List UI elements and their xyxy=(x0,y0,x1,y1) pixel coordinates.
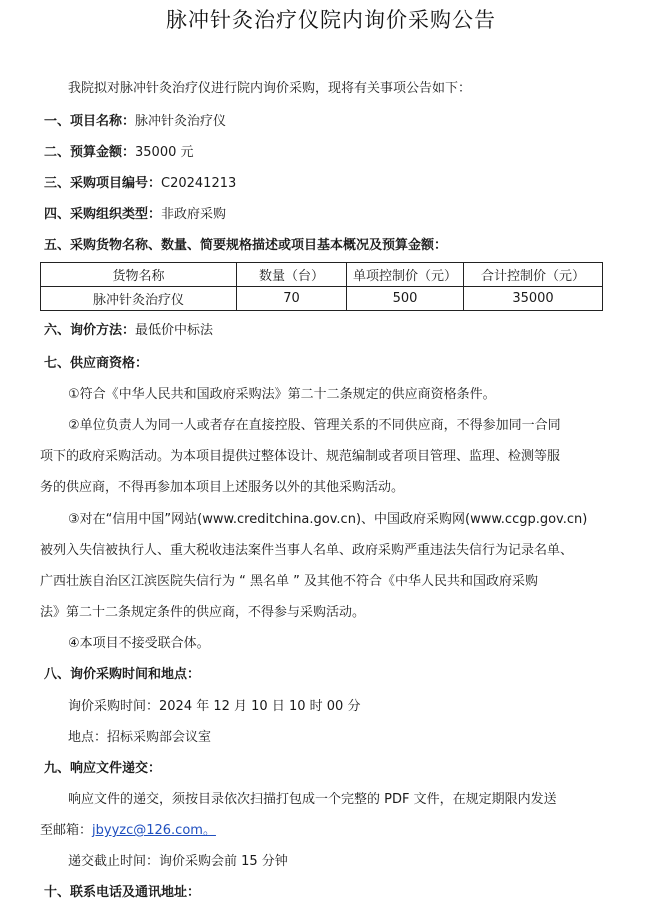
section-goods-heading: 五、采购货物名称、数量、简要规格描述或项目基本概况及预算金额： xyxy=(44,238,448,253)
goods-table xyxy=(40,262,603,311)
qualification-item-3-line-1: ③对在“信用中国”网站(www.creditchina.gov.cn)、中国政府采购网(www.ccgp.gov.cn) xyxy=(68,512,588,527)
qualification-item-3-line-3: 广西壮族自治区江滨医院失信行为 “ 黑名单 ” 及其他不符合《中华人民共和国政府采购 xyxy=(40,574,538,589)
table-header-row xyxy=(41,263,603,287)
section-label: 一、项目名称： xyxy=(44,114,136,129)
table-header-cell: 货物名称 xyxy=(41,263,237,287)
section-time-place: 八、询价采购时间和地点： xyxy=(44,667,201,682)
inquiry-place: 地点：招标采购部会议室 xyxy=(68,730,212,745)
section-supplier-qualification: 七、供应商资格： xyxy=(44,356,149,371)
section-budget xyxy=(44,143,194,163)
section-project-number xyxy=(44,174,236,194)
section-label: 四、采购组织类型： xyxy=(44,207,162,222)
budget-value: 35000 元 xyxy=(135,145,194,160)
inquiry-method-value: 最低价中标法 xyxy=(135,323,214,338)
qualification-item-3-line-4: 法》第二十二条规定条件的供应商，不得参与采购活动。 xyxy=(40,605,366,620)
section-label: 三、采购项目编号： xyxy=(44,176,162,191)
table-cell: 500 xyxy=(347,287,464,311)
email-link[interactable]: jbyyzc@126.com。 xyxy=(92,823,216,838)
qualification-item-2-line-2: 项下的政府采购活动。为本项目提供过整体设计、规范编制或者项目管理、监理、检测等服 xyxy=(40,449,561,464)
intro-paragraph: 我院拟对脉冲针灸治疗仪进行院内询价采购，现将有关事项公告如下： xyxy=(68,81,472,96)
inquiry-time: 询价采购时间：2024 年 12 月 10 日 10 时 00 分 xyxy=(68,699,361,714)
qualification-item-1: ①符合《中华人民共和国政府采购法》第二十二条规定的供应商资格条件。 xyxy=(68,387,496,402)
org-type-value: 非政府采购 xyxy=(161,207,227,222)
submission-deadline: 递交截止时间：询价采购会前 15 分钟 xyxy=(68,854,288,869)
table-header-cell: 单项控制价（元） xyxy=(347,263,464,287)
section-label: 二、预算金额： xyxy=(44,145,136,160)
project-number-value: C20241213 xyxy=(161,176,237,191)
section-project-name xyxy=(44,112,226,132)
section-inquiry-method xyxy=(44,321,213,341)
section-org-type xyxy=(44,205,226,225)
submission-email-line xyxy=(40,821,216,841)
table-cell: 脉冲针灸治疗仪 xyxy=(41,287,237,311)
email-prefix: 至邮箱： xyxy=(40,823,93,838)
table-header-cell: 合计控制价（元） xyxy=(464,263,603,287)
qualification-item-2-line-3: 务的供应商，不得再参加本项目上述服务以外的其他采购活动。 xyxy=(40,480,405,495)
submission-instructions: 响应文件的递交，须按目录依次扫描打包成一个完整的 PDF 文件，在规定期限内发送 xyxy=(68,792,557,807)
section-submission: 九、响应文件递交： xyxy=(44,761,162,776)
qualification-item-4: ④本项目不接受联合体。 xyxy=(68,636,210,651)
table-header-cell: 数量（台） xyxy=(237,263,347,287)
page-title: 脉冲针灸治疗仪院内询价采购公告 xyxy=(166,8,496,32)
qualification-item-2-line-1: ②单位负责人为同一人或者存在直接控股、管理关系的不同供应商，不得参加同一合同 xyxy=(68,418,561,433)
section-label: 六、询价方法： xyxy=(44,323,136,338)
table-cell: 35000 xyxy=(464,287,603,311)
table-row xyxy=(41,287,603,311)
section-contact: 十、联系电话及通讯地址： xyxy=(44,885,201,900)
table-cell: 70 xyxy=(237,287,347,311)
qualification-item-3-line-2: 被列入失信被执行人、重大税收违法案件当事人名单、政府采购严重违法失信行为记录名单、 xyxy=(40,543,574,558)
project-name-value: 脉冲针灸治疗仪 xyxy=(135,114,227,129)
